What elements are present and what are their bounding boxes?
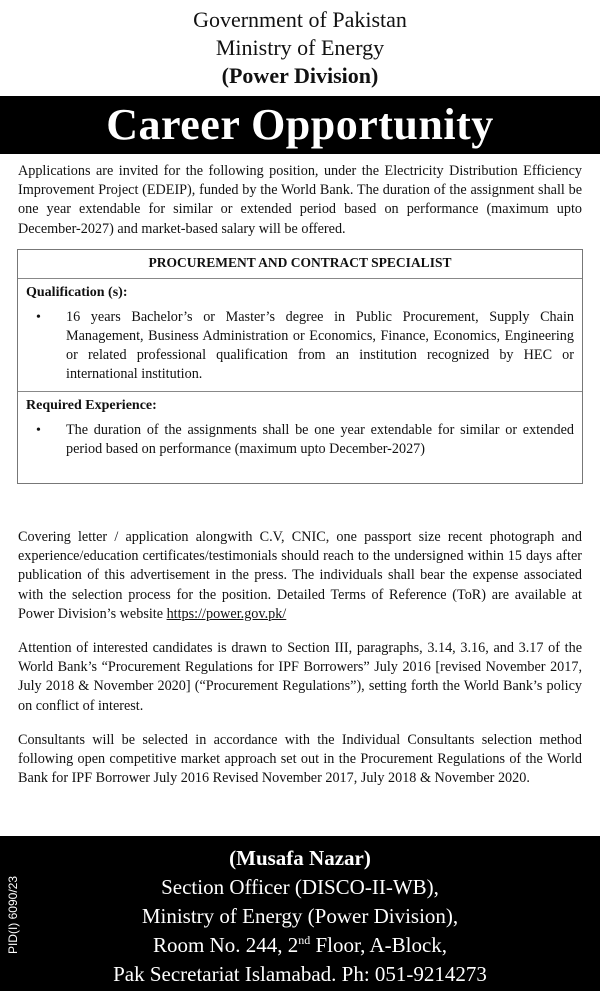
bullet-icon: • — [36, 309, 41, 325]
attention-paragraph: Attention of interested candidates is drawn to Section III, paragraphs, 3.14, 3.16, and 3.17 of the World Bank’s “Procurement Regulations for IPF Borrowers” July 2016 [revised November 2017, July 2018 & November 2020] (“Procurement Regulations”), setting forth the World Bank’s policy on conflict of interest. — [18, 640, 582, 714]
qualification-text: 16 years Bachelor’s or Master’s degree in Public Procurement, Supply Chain Management, Business Administration or Economics, Finance, Economics, Engineering or related professional qualification from an institution recognized by HEC or international institution. — [66, 308, 574, 383]
room-address — [0, 931, 600, 960]
position-title: PROCUREMENT AND CONTRACT SPECIALIST — [18, 250, 582, 279]
header — [0, 0, 600, 90]
floor-ordinal: nd — [298, 933, 311, 947]
experience-item — [26, 421, 574, 459]
room-text: Room No. 244, 2 — [152, 933, 299, 957]
contact-footer — [0, 836, 600, 991]
experience-section — [18, 391, 582, 483]
intro-paragraph: Applications are invited for the following position, under the Electricity Distribution Efficiency Improvement Project (EDEIP), funded by the World Bank. The duration of the assignment shall be one year extendable for similar or extended period based on performance (maximum upto December-2027) and market-based salary will be offered. — [18, 163, 582, 237]
covering-paragraph — [18, 528, 582, 624]
government-line: Government of Pakistan — [193, 7, 407, 32]
officer-designation: Section Officer (DISCO-II-WB), — [161, 875, 439, 899]
pid-number: PID(I) 6090/23 — [6, 875, 20, 955]
officer-name: (Musafa Nazar) — [229, 846, 371, 870]
division-line: (Power Division) — [221, 63, 379, 88]
website-link[interactable]: https://power.gov.pk/ — [166, 605, 287, 622]
bullet-icon: • — [36, 422, 41, 438]
consultants-paragraph: Consultants will be selected in accordance with the Individual Consultants selection method following open competitive market approach set out in the Procurement Regulations of the World Bank for IPF Borrower July 2016 Revised November 2017, July 2018 & November 2020. — [18, 731, 582, 787]
qualification-item — [26, 308, 574, 385]
qualification-label: Qualification (s): — [26, 284, 128, 300]
ministry-line: Ministry of Energy — [215, 35, 385, 60]
position-box — [17, 249, 583, 484]
qualification-section — [18, 279, 582, 391]
experience-label: Required Experience: — [26, 397, 157, 413]
covering-text: Covering letter / application alongwith C.V, CNIC, one passport size recent photograph and experience/education certificates/testimonials should reach to the undersigned within 15 days after publication of this advertisement in the press. The individuals shall bear the expense associated with the selection process for the position. Detailed Terms of Reference (ToR) are available at Power Division’s website — [18, 529, 582, 622]
secretariat-address: Pak Secretariat Islamabad. Ph: 051-9214273 — [113, 962, 487, 986]
floor-text: Floor, A-Block, — [310, 933, 448, 957]
experience-text: The duration of the assignments shall be one year extendable for similar or extended period based on performance (maximum upto December-2027) — [66, 421, 574, 457]
footer-ministry: Ministry of Energy (Power Division), — [141, 904, 459, 928]
career-opportunity-banner: Career Opportunity — [0, 96, 600, 154]
